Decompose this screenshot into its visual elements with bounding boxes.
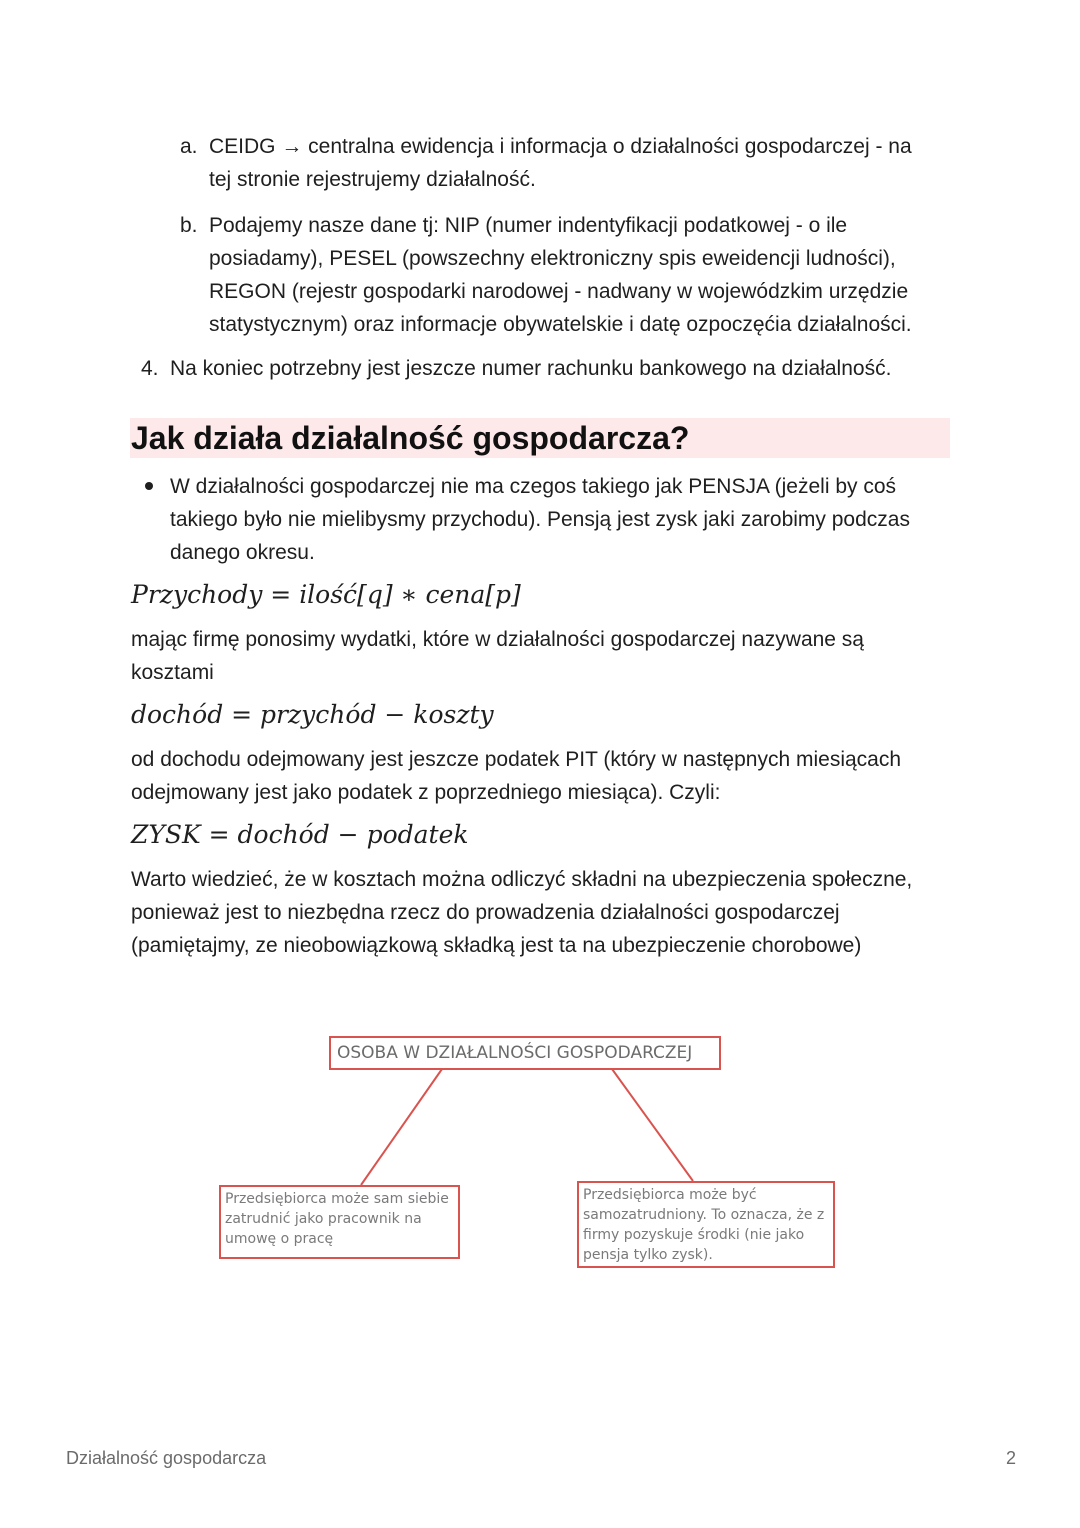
paragraph-koszty-line1: mając firmę ponosimy wydatki, które w działalności gospodarczej nazywane są	[131, 628, 864, 651]
paragraph-koszty-line2: kosztami	[131, 661, 214, 684]
list-item-b-line2: posiadamy), PESEL (powszechny elektroniczny spis eweidencji ludności),	[209, 247, 896, 270]
section-heading: Jak działa działalność gospodarcza?	[131, 420, 690, 456]
connector-left	[361, 1069, 442, 1185]
list-item-a-line2: tej stronie rejestrujemy działalność.	[209, 168, 536, 191]
formula-zysk: ZYSK = dochód − podatek	[131, 820, 469, 849]
paragraph-skladki-line2: ponieważ jest to niezbędna rzecz do prowadzenia działalności gospodarczej	[131, 901, 840, 924]
paragraph-pit-line2: odejmowany jest jako podatek z poprzedniego miesiąca). Czyli:	[131, 781, 721, 804]
footer-page-number: 2	[1005, 1448, 1016, 1468]
footer-document-title: Działalność gospodarcza	[66, 1448, 267, 1468]
diagram-right-line3: firmy pozyskuje środki (nie jako	[583, 1227, 805, 1243]
list-item-b-line3: REGON (rejestr gospodarki narodowej - nadwany w wojewódzkim urzędzie	[209, 280, 909, 303]
diagram-right-line4: pensja tylko zysk).	[583, 1247, 713, 1263]
connector-right	[612, 1069, 693, 1181]
list-item-a-line1: CEIDG → centralna ewidencja i informacja o działalności gospodarczej - na	[209, 135, 912, 158]
paragraph-skladki-line3: (pamiętajmy, ze nieobowiązkową składką jest ta na ubezpieczenie chorobowe)	[131, 934, 862, 957]
formula-dochod: dochód = przychód − koszty	[131, 700, 494, 729]
paragraph-pit-line1: od dochodu odejmowany jest jeszcze podatek PIT (który w następnych miesiącach	[131, 748, 902, 771]
diagram-left-box	[219, 1185, 460, 1259]
bullet-line1: W działalności gospodarczej nie ma czegos takiego jak PENSJA (jeżeli by coś	[170, 475, 897, 498]
list-item-4: Na koniec potrzebny jest jeszcze numer rachunku bankowego na działalność.	[170, 357, 892, 380]
formula-przychody: Przychody = ilość[q] ∗ cena[p]	[131, 580, 521, 609]
list-marker-4: 4.	[141, 357, 159, 380]
diagram-left-line3: umowę o pracę	[225, 1231, 334, 1247]
paragraph-skladki-line1: Warto wiedzieć, że w kosztach można odliczyć składni na ubezpieczenia społeczne,	[131, 868, 913, 891]
list-marker-a: a.	[180, 135, 198, 158]
diagram-root-title: OSOBA W DZIAŁALNOŚCI GOSPODARCZEJ	[337, 1043, 693, 1063]
diagram-left-text	[221, 1187, 458, 1251]
bullet-line3: danego okresu.	[170, 541, 315, 564]
diagram-right-line2: samozatrudniony. To oznacza, że z	[583, 1207, 825, 1223]
list-marker-b: b.	[180, 214, 198, 237]
diagram-root-box	[329, 1036, 721, 1070]
diagram-left-line2: zatrudnić jako pracownik na	[225, 1211, 422, 1227]
list-item-b-line1: Podajemy nasze dane tj: NIP (numer indentyfikacji podatkowej - o ile	[209, 214, 848, 237]
list-item-b-line4: statystycznym) oraz informacje obywatelskie i datę ozpoczęćia działalności.	[209, 313, 912, 336]
diagram-left-line1: Przedsiębiorca może sam siebie	[225, 1191, 449, 1207]
diagram-right-text	[579, 1183, 833, 1267]
diagram-right-box	[577, 1181, 835, 1268]
bullet-line2: takiego było nie mielibysmy przychodu). Pensją jest zysk jaki zarobimy podczas	[170, 508, 910, 531]
diagram-right-line1: Przedsiębiorca może być	[583, 1187, 757, 1203]
